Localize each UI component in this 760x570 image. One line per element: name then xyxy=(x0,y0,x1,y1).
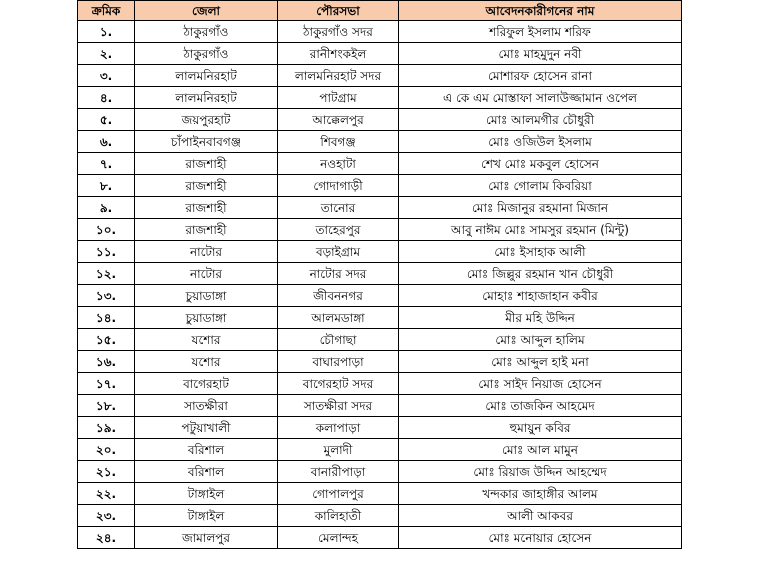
pourashava-cell: তানোর xyxy=(278,197,399,219)
table-row xyxy=(78,219,682,241)
district-cell: সাতক্ষীরা xyxy=(135,395,278,417)
applicant-name-cell: মোঃ জিল্লুর রহমান খান চৌধুরী xyxy=(399,263,682,285)
column-header-applicant-name: আবেদনকারীগনের নাম xyxy=(399,1,682,21)
serial-cell: ৬. xyxy=(78,131,135,153)
district-cell: চাঁপাইনবাবগঞ্জ xyxy=(135,131,278,153)
serial-cell: ৩. xyxy=(78,65,135,87)
table-row xyxy=(78,439,682,461)
column-header-district: জেলা xyxy=(135,1,278,21)
table-row xyxy=(78,175,682,197)
applicant-name-cell: মোঃ রিয়াজ উদ্দিন আহম্মেদ xyxy=(399,461,682,483)
column-header-serial: ক্রমিক xyxy=(78,1,135,21)
pourashava-cell: নাটোর সদর xyxy=(278,263,399,285)
district-cell: টাঙ্গাইল xyxy=(135,483,278,505)
pourashava-cell: ঠাকুরগাঁও সদর xyxy=(278,21,399,43)
serial-cell: ১০. xyxy=(78,219,135,241)
pourashava-cell: সাতক্ষীরা সদর xyxy=(278,395,399,417)
applicant-name-cell: মোহাঃ শাহাজাহান কবীর xyxy=(399,285,682,307)
district-cell: রাজশাহী xyxy=(135,175,278,197)
applicant-name-cell: এ কে এম মোস্তাফা সালাউজ্জামান ওপেল xyxy=(399,87,682,109)
applicant-name-cell: শেখ মোঃ মকবুল হোসেন xyxy=(399,153,682,175)
applicant-name-cell: খন্দকার জাহাঙ্গীর আলম xyxy=(399,483,682,505)
serial-cell: ১৫. xyxy=(78,329,135,351)
district-cell: জামালপুর xyxy=(135,527,278,549)
applicant-name-cell: মোঃ মনোয়ার হোসেন xyxy=(399,527,682,549)
table-row xyxy=(78,197,682,219)
table-row xyxy=(78,263,682,285)
applicant-name-cell: মোঃ মাহমুদুন নবী xyxy=(399,43,682,65)
district-cell: টাঙ্গাইল xyxy=(135,505,278,527)
serial-cell: ১৮. xyxy=(78,395,135,417)
serial-cell: ১৭. xyxy=(78,373,135,395)
applicant-name-cell: মোঃ তাজকিন আহমেদ xyxy=(399,395,682,417)
pourashava-cell: লালমনিরহাট সদর xyxy=(278,65,399,87)
district-cell: রাজশাহী xyxy=(135,197,278,219)
table-row xyxy=(78,21,682,43)
applicant-name-cell: শরিফুল ইসলাম শরিফ xyxy=(399,21,682,43)
pourashava-cell: বড়াইগ্রাম xyxy=(278,241,399,263)
applicant-name-cell: আলী আকবর xyxy=(399,505,682,527)
pourashava-cell: চৌগাছা xyxy=(278,329,399,351)
table-row xyxy=(78,131,682,153)
serial-cell: ৯. xyxy=(78,197,135,219)
table-row xyxy=(78,65,682,87)
serial-cell: ৭. xyxy=(78,153,135,175)
serial-cell: ১৯. xyxy=(78,417,135,439)
applicant-name-cell: মীর মহি উদ্দিন xyxy=(399,307,682,329)
serial-cell: ১৬. xyxy=(78,351,135,373)
table-row xyxy=(78,43,682,65)
serial-cell: ২. xyxy=(78,43,135,65)
table-row xyxy=(78,483,682,505)
pourashava-cell: বাঘারপাড়া xyxy=(278,351,399,373)
pourashava-cell: শিবগঞ্জ xyxy=(278,131,399,153)
pourashava-cell: রানীশংকইল xyxy=(278,43,399,65)
district-cell: লালমনিরহাট xyxy=(135,65,278,87)
table-row xyxy=(78,241,682,263)
pourashava-cell: গোদাগাড়ী xyxy=(278,175,399,197)
serial-cell: ১৪. xyxy=(78,307,135,329)
table-row xyxy=(78,417,682,439)
applicant-table xyxy=(77,0,682,549)
pourashava-cell: তাহেরপুর xyxy=(278,219,399,241)
district-cell: চুয়াডাঙ্গা xyxy=(135,307,278,329)
serial-cell: ২১. xyxy=(78,461,135,483)
district-cell: ঠাকুরগাঁও xyxy=(135,43,278,65)
table-row xyxy=(78,109,682,131)
applicant-name-cell: মোঃ আলমগীর চৌধুরী xyxy=(399,109,682,131)
applicant-name-cell: মোশারফ হোসেন রানা xyxy=(399,65,682,87)
serial-cell: ২০. xyxy=(78,439,135,461)
pourashava-cell: গোপালপুর xyxy=(278,483,399,505)
table-row xyxy=(78,527,682,549)
district-cell: বরিশাল xyxy=(135,439,278,461)
applicant-name-cell: আবু নাঈম মোঃ সামসুর রহমান (মিন্টু) xyxy=(399,219,682,241)
pourashava-cell: আলমডাঙ্গা xyxy=(278,307,399,329)
district-cell: যশোর xyxy=(135,351,278,373)
serial-cell: ২৩. xyxy=(78,505,135,527)
district-cell: পটুয়াখালী xyxy=(135,417,278,439)
applicant-name-cell: মোঃ সাইদ নিয়াজ হোসেন xyxy=(399,373,682,395)
serial-cell: ৪. xyxy=(78,87,135,109)
table-row xyxy=(78,285,682,307)
district-cell: লালমনিরহাট xyxy=(135,87,278,109)
pourashava-cell: নওহাটা xyxy=(278,153,399,175)
district-cell: নাটোর xyxy=(135,263,278,285)
table-row xyxy=(78,153,682,175)
table-header xyxy=(78,1,682,21)
header-row xyxy=(78,1,682,21)
applicant-name-cell: মোঃ ইসাহাক আলী xyxy=(399,241,682,263)
applicant-name-cell: মোঃ আল মামুন xyxy=(399,439,682,461)
applicant-name-cell: মোঃ আব্দুল হাই মনা xyxy=(399,351,682,373)
table-row xyxy=(78,351,682,373)
column-header-pourashava: পৌরসভা xyxy=(278,1,399,21)
serial-cell: ২৪. xyxy=(78,527,135,549)
applicant-name-cell: মোঃ ওজিউল ইসলাম xyxy=(399,131,682,153)
district-cell: বাগেরহাট xyxy=(135,373,278,395)
serial-cell: ১. xyxy=(78,21,135,43)
applicant-name-cell: হুমায়ুন কবির xyxy=(399,417,682,439)
table-row xyxy=(78,395,682,417)
serial-cell: ৮. xyxy=(78,175,135,197)
pourashava-cell: কালিহাতী xyxy=(278,505,399,527)
serial-cell: ২২. xyxy=(78,483,135,505)
table-row xyxy=(78,87,682,109)
district-cell: রাজশাহী xyxy=(135,153,278,175)
table-row xyxy=(78,329,682,351)
table-row xyxy=(78,373,682,395)
table-row xyxy=(78,307,682,329)
table-body xyxy=(78,21,682,549)
pourashava-cell: বাগেরহাট সদর xyxy=(278,373,399,395)
applicant-name-cell: মোঃ মিজানুর রহমানা মিজান xyxy=(399,197,682,219)
serial-cell: ১২. xyxy=(78,263,135,285)
district-cell: রাজশাহী xyxy=(135,219,278,241)
district-cell: জয়পুরহাট xyxy=(135,109,278,131)
district-cell: নাটোর xyxy=(135,241,278,263)
pourashava-cell: মুলাদী xyxy=(278,439,399,461)
pourashava-cell: পাটগ্রাম xyxy=(278,87,399,109)
district-cell: বরিশাল xyxy=(135,461,278,483)
pourashava-cell: আক্কেলপুর xyxy=(278,109,399,131)
table-row xyxy=(78,505,682,527)
district-cell: ঠাকুরগাঁও xyxy=(135,21,278,43)
table-row xyxy=(78,461,682,483)
serial-cell: ১১. xyxy=(78,241,135,263)
pourashava-cell: কলাপাড়া xyxy=(278,417,399,439)
district-cell: চুয়াডাঙ্গা xyxy=(135,285,278,307)
serial-cell: ৫. xyxy=(78,109,135,131)
applicant-name-cell: মোঃ গোলাম কিবরিয়া xyxy=(399,175,682,197)
serial-cell: ১৩. xyxy=(78,285,135,307)
pourashava-cell: বানারীপাড়া xyxy=(278,461,399,483)
district-cell: যশোর xyxy=(135,329,278,351)
applicant-name-cell: মোঃ আব্দুল হালিম xyxy=(399,329,682,351)
pourashava-cell: মেলান্দহ xyxy=(278,527,399,549)
pourashava-cell: জীবননগর xyxy=(278,285,399,307)
